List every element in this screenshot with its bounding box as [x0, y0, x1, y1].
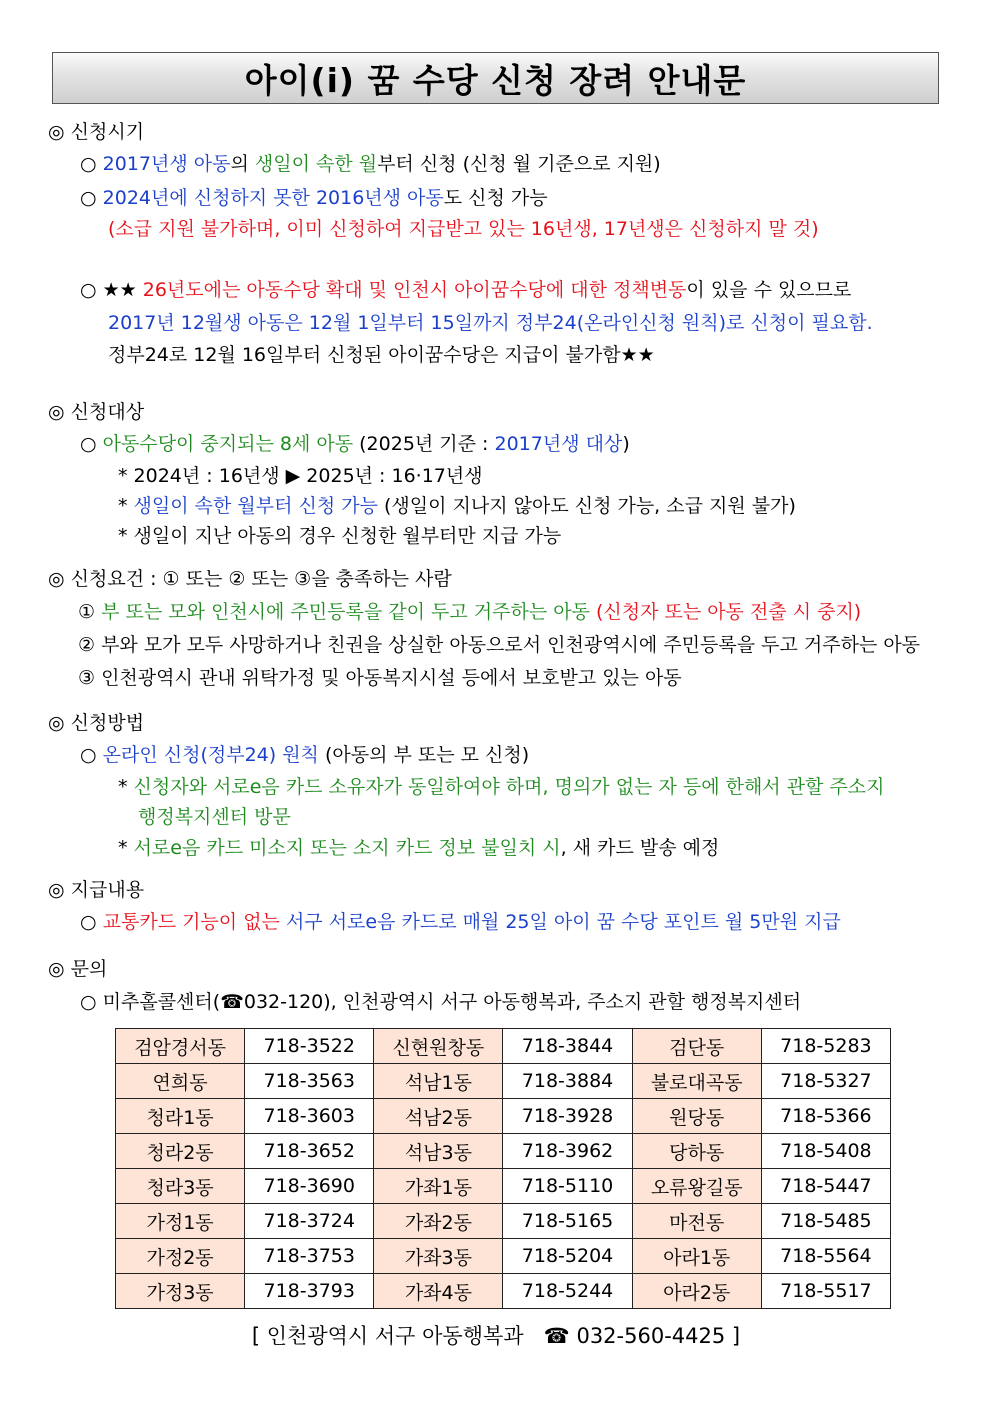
requirement-2: ② 부와 모가 모두 사망하거나 친권을 상실한 아동으로서 인천광역시에 주민등록을 두고 거주하는 아동 — [78, 634, 921, 656]
dong-name-cell: 석남2동 — [374, 1099, 503, 1134]
table-row — [116, 1204, 891, 1239]
dong-name-cell: 석남3동 — [374, 1134, 503, 1169]
phone-number-cell: 718-3928 — [503, 1099, 632, 1134]
table-row — [116, 1064, 891, 1099]
phone-icon: ☎ — [543, 1324, 570, 1348]
dong-name-cell: 검암경서동 — [116, 1029, 245, 1064]
table-row — [116, 1099, 891, 1134]
section-marker: ◎ — [48, 121, 65, 143]
dong-name-cell: 원당동 — [632, 1099, 761, 1134]
note-marker: * — [118, 465, 128, 487]
phone-number-cell: 718-5517 — [761, 1274, 890, 1309]
inquiry-item-1: ○ 미추홀콜센터(☎032-120), 인천광역시 서구 아동행복과, 주소지 관할 행정복지센터 — [80, 991, 802, 1013]
phone-number-cell: 718-5485 — [761, 1204, 890, 1239]
item-marker: ○ — [80, 433, 97, 455]
method-item-1: ○ 온라인 신청(정부24) 원칙 (아동의 부 또는 모 신청) — [80, 744, 530, 766]
target-note-1: * 2024년 : 16년생 ▶ 2025년 : 16·17년생 — [118, 465, 483, 487]
phone-number-cell: 718-5165 — [503, 1204, 632, 1239]
phone-number-cell: 718-5327 — [761, 1064, 890, 1099]
item-marker: ○ — [80, 279, 97, 301]
dong-name-cell: 청라3동 — [116, 1169, 245, 1204]
section-marker: ◎ — [48, 712, 65, 734]
dong-name-cell: 가좌2동 — [374, 1204, 503, 1239]
timing-item-3-line2: 2017년 12월생 아동은 12월 1일부터 15일까지 정부24(온라인신청 원칙)로 신청이 필요함. — [108, 312, 873, 334]
phone-number-cell: 718-3724 — [245, 1204, 374, 1239]
note-marker: * — [118, 525, 128, 547]
dong-name-cell: 신현원창동 — [374, 1029, 503, 1064]
phone-number-cell: 718-5204 — [503, 1239, 632, 1274]
method-note-1: * 신청자와 서로e음 카드 소유자가 동일하여야 하며, 명의가 없는 자 등에 한해서 관할 주소지 — [118, 776, 885, 798]
section-heading-method: ◎ 신청방법 — [48, 712, 145, 734]
phone-icon: ☎ — [220, 991, 244, 1013]
phone-number-cell: 718-3753 — [245, 1239, 374, 1274]
dong-name-cell: 마전동 — [632, 1204, 761, 1239]
table-row — [116, 1239, 891, 1274]
section-heading-payment: ◎ 지급내용 — [48, 879, 145, 901]
item-marker: ○ — [80, 911, 97, 933]
phone-number-cell: 718-3522 — [245, 1029, 374, 1064]
note-marker: * — [118, 837, 128, 859]
item-marker: ○ — [80, 744, 97, 766]
note-marker: * — [118, 495, 128, 517]
table-row — [116, 1134, 891, 1169]
footer-department: 인천광역시 서구 아동행복과 — [266, 1324, 524, 1348]
phone-number-cell: 718-3793 — [245, 1274, 374, 1309]
phone-number-cell: 718-3844 — [503, 1029, 632, 1064]
dong-name-cell: 당하동 — [632, 1134, 761, 1169]
dong-name-cell: 가정3동 — [116, 1274, 245, 1309]
footer-contact: [ 인천광역시 서구 아동행복과 ☎ 032-560-4425 ] — [251, 1324, 741, 1348]
table-row — [116, 1029, 891, 1064]
dong-name-cell: 오류왕길동 — [632, 1169, 761, 1204]
section-marker: ◎ — [48, 879, 65, 901]
document-title-box — [52, 52, 939, 104]
item-marker: ○ — [80, 187, 97, 209]
method-note-2: * 서로e음 카드 미소지 또는 소지 카드 정보 불일치 시, 새 카드 발송 예정 — [118, 837, 720, 859]
target-item-1: ○ 아동수당이 중지되는 8세 아동 (2025년 기준 : 2017년생 대상) — [80, 433, 630, 455]
phone-number-cell: 718-3563 — [245, 1064, 374, 1099]
note-marker: * — [118, 776, 128, 798]
table-row — [116, 1169, 891, 1204]
dong-name-cell: 가좌4동 — [374, 1274, 503, 1309]
dong-name-cell: 가정2동 — [116, 1239, 245, 1274]
dong-name-cell: 청라1동 — [116, 1099, 245, 1134]
phone-number-cell: 718-5366 — [761, 1099, 890, 1134]
phone-number-cell: 718-3690 — [245, 1169, 374, 1204]
dong-name-cell: 가정1동 — [116, 1204, 245, 1239]
phone-number-cell: 718-3962 — [503, 1134, 632, 1169]
section-marker: ◎ — [48, 401, 65, 423]
dong-name-cell: 아라1동 — [632, 1239, 761, 1274]
phone-number-cell: 718-5408 — [761, 1134, 890, 1169]
footer-phone-number: 032-560-4425 — [576, 1324, 726, 1348]
phone-number-cell: 718-3884 — [503, 1064, 632, 1099]
dong-name-cell: 가좌3동 — [374, 1239, 503, 1274]
payment-item-1: ○ 교통카드 기능이 없는 서구 서로e음 카드로 매월 25일 아이 꿈 수당 포인트 월 5만원 지급 — [80, 911, 841, 933]
phone-number-cell: 718-5564 — [761, 1239, 890, 1274]
table-row — [116, 1274, 891, 1309]
section-marker: ◎ — [48, 958, 65, 980]
dong-name-cell: 가좌1동 — [374, 1169, 503, 1204]
dong-name-cell: 아라2동 — [632, 1274, 761, 1309]
requirement-3: ③ 인천광역시 관내 위탁가정 및 아동복지시설 등에서 보호받고 있는 아동 — [78, 667, 682, 689]
item-marker: ○ — [80, 153, 97, 175]
dong-name-cell: 석남1동 — [374, 1064, 503, 1099]
dong-name-cell: 연희동 — [116, 1064, 245, 1099]
timing-item-3-line3: 정부24로 12월 16일부터 신청된 아이꿈수당은 지급이 불가함★★ — [108, 344, 655, 366]
phone-number-cell: 718-3603 — [245, 1099, 374, 1134]
timing-item-1: ○ 2017년생 아동의 생일이 속한 월부터 신청 (신청 월 기준으로 지원) — [80, 153, 661, 175]
section-heading-inquiry: ◎ 문의 — [48, 958, 108, 980]
contact-table-body — [116, 1029, 891, 1309]
section-marker: ◎ — [48, 568, 65, 590]
phone-number-cell: 718-5283 — [761, 1029, 890, 1064]
section-heading-timing: ◎ 신청시기 — [48, 121, 145, 143]
phone-number-cell: 718-3652 — [245, 1134, 374, 1169]
target-note-2: * 생일이 속한 월부터 신청 가능 (생일이 지나지 않아도 신청 가능, 소급 지원 불가) — [118, 495, 796, 517]
dong-name-cell: 청라2동 — [116, 1134, 245, 1169]
phone-number-cell: 718-5447 — [761, 1169, 890, 1204]
dong-name-cell: 검단동 — [632, 1029, 761, 1064]
document-title: 아이(i) 꿈 수당 신청 장려 안내문 — [244, 60, 747, 100]
phone-number-cell: 718-5110 — [503, 1169, 632, 1204]
requirement-1: ① 부 또는 모와 인천시에 주민등록을 같이 두고 거주하는 아동 (신청자 또는 아동 전출 시 중지) — [78, 601, 862, 623]
dong-name-cell: 불로대곡동 — [632, 1064, 761, 1099]
timing-item-3: ○ ★★ 26년도에는 아동수당 확대 및 인천시 아이꿈수당에 대한 정책변동이 있을 수 있으므로 — [80, 279, 852, 301]
method-note-1-cont: 행정복지센터 방문 — [138, 806, 291, 828]
target-note-3: * 생일이 지난 아동의 경우 신청한 월부터만 지급 가능 — [118, 525, 562, 547]
timing-item-2: ○ 2024년에 신청하지 못한 2016년생 아동도 신청 가능 — [80, 187, 548, 209]
item-marker: ○ — [80, 991, 97, 1013]
contact-table — [115, 1028, 891, 1309]
timing-item-2-note: (소급 지원 불가하며, 이미 신청하여 지급받고 있는 16년생, 17년생은 신청하지 말 것) — [108, 218, 819, 240]
phone-number-cell: 718-5244 — [503, 1274, 632, 1309]
section-heading-requirements: ◎ 신청요건 : ① 또는 ② 또는 ③을 충족하는 사람 — [48, 568, 452, 590]
section-heading-target: ◎ 신청대상 — [48, 401, 145, 423]
